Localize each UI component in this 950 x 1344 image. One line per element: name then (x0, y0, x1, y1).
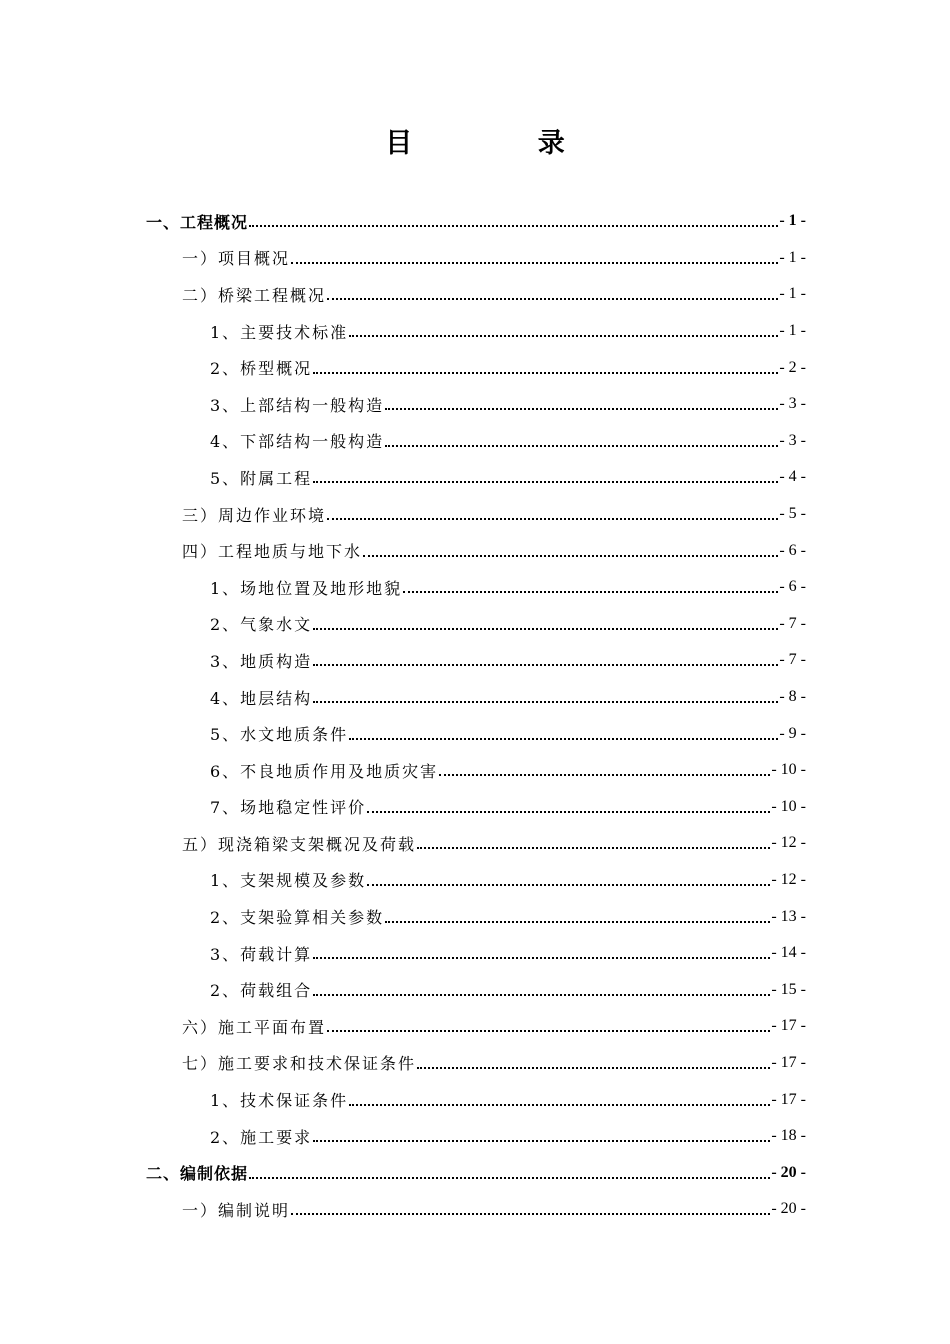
toc-dot-leader (291, 262, 778, 264)
toc-entry-page: - 14 - (771, 944, 806, 962)
toc-dot-leader (385, 921, 770, 923)
toc-dot-leader (439, 774, 770, 776)
toc-entry-title: 2、施工要求 (210, 1127, 313, 1147)
toc-entry[interactable] (146, 752, 806, 789)
toc-entry-title: 六）施工平面布置 (182, 1017, 327, 1037)
toc-dot-leader (385, 408, 778, 410)
toc-dot-leader (249, 1177, 770, 1179)
toc-entry-page: - 1 - (779, 285, 806, 303)
toc-entry-page: - 18 - (771, 1127, 806, 1145)
toc-entry-title: 四）工程地质与地下水 (182, 542, 363, 562)
toc-entry[interactable] (146, 459, 806, 496)
toc-entry[interactable] (146, 825, 806, 862)
toc-entry[interactable] (146, 679, 806, 716)
toc-entry-title: 一）编制说明 (182, 1200, 291, 1220)
toc-entry[interactable] (146, 532, 806, 569)
toc-entry-title: 一）项目概况 (182, 249, 291, 269)
toc-entry[interactable] (146, 240, 806, 277)
toc-entry-page: - 10 - (771, 797, 806, 815)
toc-entry-title: 5、附属工程 (210, 468, 313, 488)
toc-entry[interactable] (146, 1008, 806, 1045)
toc-entry-title: 3、荷载计算 (210, 944, 313, 964)
toc-entry-title: 1、场地位置及地形地貌 (210, 578, 403, 598)
toc-dot-leader (249, 225, 778, 227)
toc-entry[interactable] (146, 935, 806, 972)
toc-dot-leader (367, 811, 770, 813)
toc-dot-leader (313, 481, 778, 483)
toc-entry-page: - 10 - (771, 761, 806, 779)
toc-entry-page: - 17 - (771, 1017, 806, 1035)
toc-entry-page: - 15 - (771, 980, 806, 998)
toc-entry-title: 2、荷载组合 (210, 981, 313, 1001)
toc-entry-page: - 20 - (771, 1200, 806, 1218)
toc-entry-title: 三）周边作业环境 (182, 505, 327, 525)
toc-entry-page: - 3 - (779, 431, 806, 449)
toc-entry[interactable] (146, 423, 806, 460)
toc-entry-page: - 3 - (779, 395, 806, 413)
toc-entry-title: 5、水文地质条件 (210, 725, 349, 745)
toc-entry[interactable] (146, 789, 806, 826)
toc-entry-page: - 2 - (779, 358, 806, 376)
toc-dot-leader (327, 518, 778, 520)
toc-entry-title: 1、技术保证条件 (210, 1091, 349, 1111)
toc-entry[interactable] (146, 276, 806, 313)
toc-dot-leader (349, 1104, 770, 1106)
toc-dot-leader (313, 628, 778, 630)
toc-dot-leader (313, 701, 778, 703)
toc-entry[interactable] (146, 1154, 806, 1191)
toc-entry[interactable] (146, 203, 806, 240)
toc-dot-leader (291, 1213, 770, 1215)
toc-entry[interactable] (146, 1081, 806, 1118)
toc-dot-leader (313, 994, 770, 996)
toc-entry[interactable] (146, 862, 806, 899)
toc-entry-page: - 7 - (779, 614, 806, 632)
toc-entry-title: 4、地层结构 (210, 688, 313, 708)
toc-entry-page: - 8 - (779, 688, 806, 706)
toc-dot-leader (363, 555, 778, 557)
toc-dot-leader (349, 738, 778, 740)
toc-entry-title: 7、场地稳定性评价 (210, 798, 367, 818)
toc-entry[interactable] (146, 569, 806, 606)
toc-entry[interactable] (146, 971, 806, 1008)
toc-dot-leader (417, 1067, 770, 1069)
toc-dot-leader (403, 591, 778, 593)
toc-entry[interactable] (146, 606, 806, 643)
toc-entry[interactable] (146, 898, 806, 935)
toc-entry-page: - 1 - (779, 212, 806, 230)
toc-entry-title: 2、桥型概况 (210, 359, 313, 379)
toc-entry-title: 3、地质构造 (210, 651, 313, 671)
toc-entry-page: - 1 - (779, 322, 806, 340)
toc-entry-page: - 5 - (779, 505, 806, 523)
page-title: 目 录 (385, 128, 623, 159)
toc-entry-title: 二）桥梁工程概况 (182, 285, 327, 305)
toc-entry-page: - 7 - (779, 651, 806, 669)
toc-entry-title: 1、主要技术标准 (210, 322, 349, 342)
toc-entry-page: - 6 - (779, 578, 806, 596)
toc-entry-title: 二、编制依据 (146, 1164, 249, 1184)
toc-entry-title: 6、不良地质作用及地质灾害 (210, 761, 439, 781)
toc-entry-page: - 17 - (771, 1090, 806, 1108)
toc-entry-page: - 17 - (771, 1053, 806, 1071)
toc-entry-page: - 12 - (771, 870, 806, 888)
toc-entry-title: 2、支架验算相关参数 (210, 908, 385, 928)
toc-dot-leader (313, 957, 770, 959)
toc-entry[interactable] (146, 1045, 806, 1082)
toc-entry-page: - 12 - (771, 834, 806, 852)
toc-dot-leader (327, 298, 778, 300)
toc-entry[interactable] (146, 496, 806, 533)
toc-dot-leader (313, 1140, 770, 1142)
toc-entry-page: - 20 - (771, 1163, 806, 1181)
toc-entry-title: 3、上部结构一般构造 (210, 395, 385, 415)
toc-entry-page: - 6 - (779, 541, 806, 559)
toc-entry[interactable] (146, 386, 806, 423)
toc-entry-page: - 9 - (779, 724, 806, 742)
toc-entry[interactable] (146, 349, 806, 386)
toc-entry-title: 五）现浇箱梁支架概况及荷载 (182, 834, 417, 854)
toc-entry[interactable] (146, 1191, 806, 1228)
toc-entry-title: 2、气象水文 (210, 615, 313, 635)
table-of-contents (146, 203, 806, 1228)
toc-entry[interactable] (146, 715, 806, 752)
toc-entry[interactable] (146, 313, 806, 350)
toc-entry-title: 七）施工要求和技术保证条件 (182, 1054, 417, 1074)
toc-dot-leader (327, 1030, 770, 1032)
toc-dot-leader (313, 372, 778, 374)
toc-dot-leader (367, 884, 770, 886)
toc-entry-title: 4、下部结构一般构造 (210, 432, 385, 452)
toc-entry[interactable] (146, 1118, 806, 1155)
toc-entry-title: 1、支架规模及参数 (210, 871, 367, 891)
toc-dot-leader (313, 664, 778, 666)
toc-dot-leader (349, 335, 778, 337)
toc-entry-page: - 1 - (779, 248, 806, 266)
toc-dot-leader (385, 445, 778, 447)
toc-dot-leader (417, 847, 770, 849)
toc-entry-page: - 4 - (779, 468, 806, 486)
toc-entry[interactable] (146, 642, 806, 679)
toc-entry-title: 一、工程概况 (146, 212, 249, 232)
toc-entry-page: - 13 - (771, 907, 806, 925)
